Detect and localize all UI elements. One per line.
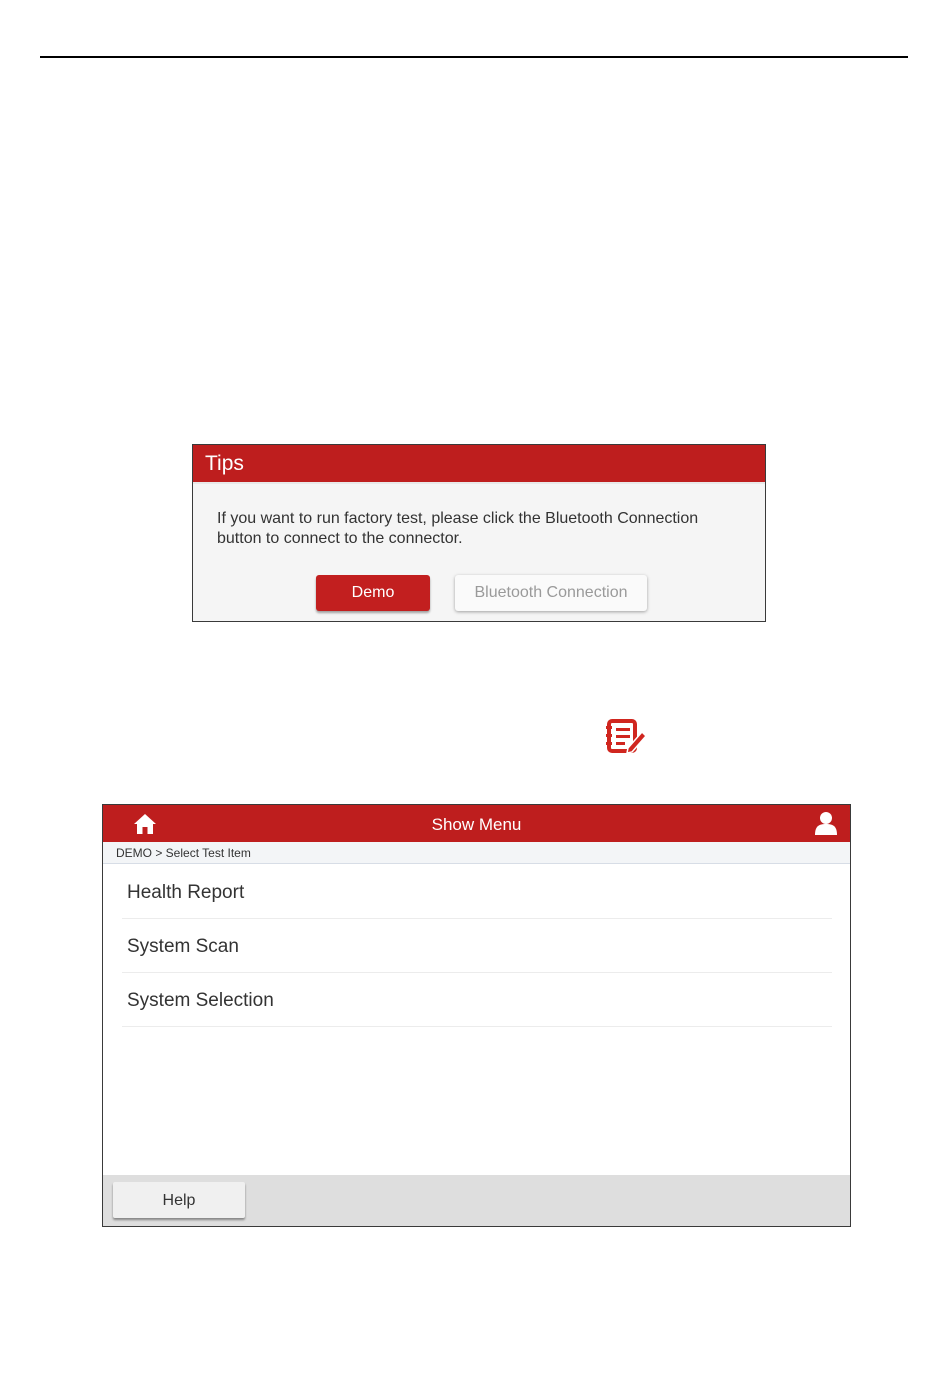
demo-button[interactable]: Demo [316,575,430,611]
user-icon[interactable] [815,811,837,835]
screen-title: Show Menu [431,815,522,834]
bottom-bar [103,1175,850,1226]
list-edit-icon [606,718,646,754]
bluetooth-connection-button[interactable]: Bluetooth Connection [455,575,647,611]
menu-item-system-scan[interactable]: System Scan [122,919,832,973]
header-rule [40,56,908,58]
tips-dialog-message: If you want to run factory test, please click the Bluetooth Connection button to connect to the connector. [217,510,699,547]
menu-item-system-selection[interactable]: System Selection [122,973,832,1027]
help-button[interactable]: Help [113,1182,245,1218]
menu-item-health-report[interactable]: Health Report [122,865,832,919]
top-bar [103,805,850,842]
tips-dialog-title: Tips [193,445,765,484]
breadcrumb: DEMO > Select Test Item [103,842,850,864]
test-item-list [122,865,832,1027]
show-menu-screen [102,804,851,1227]
tips-dialog [192,444,766,622]
